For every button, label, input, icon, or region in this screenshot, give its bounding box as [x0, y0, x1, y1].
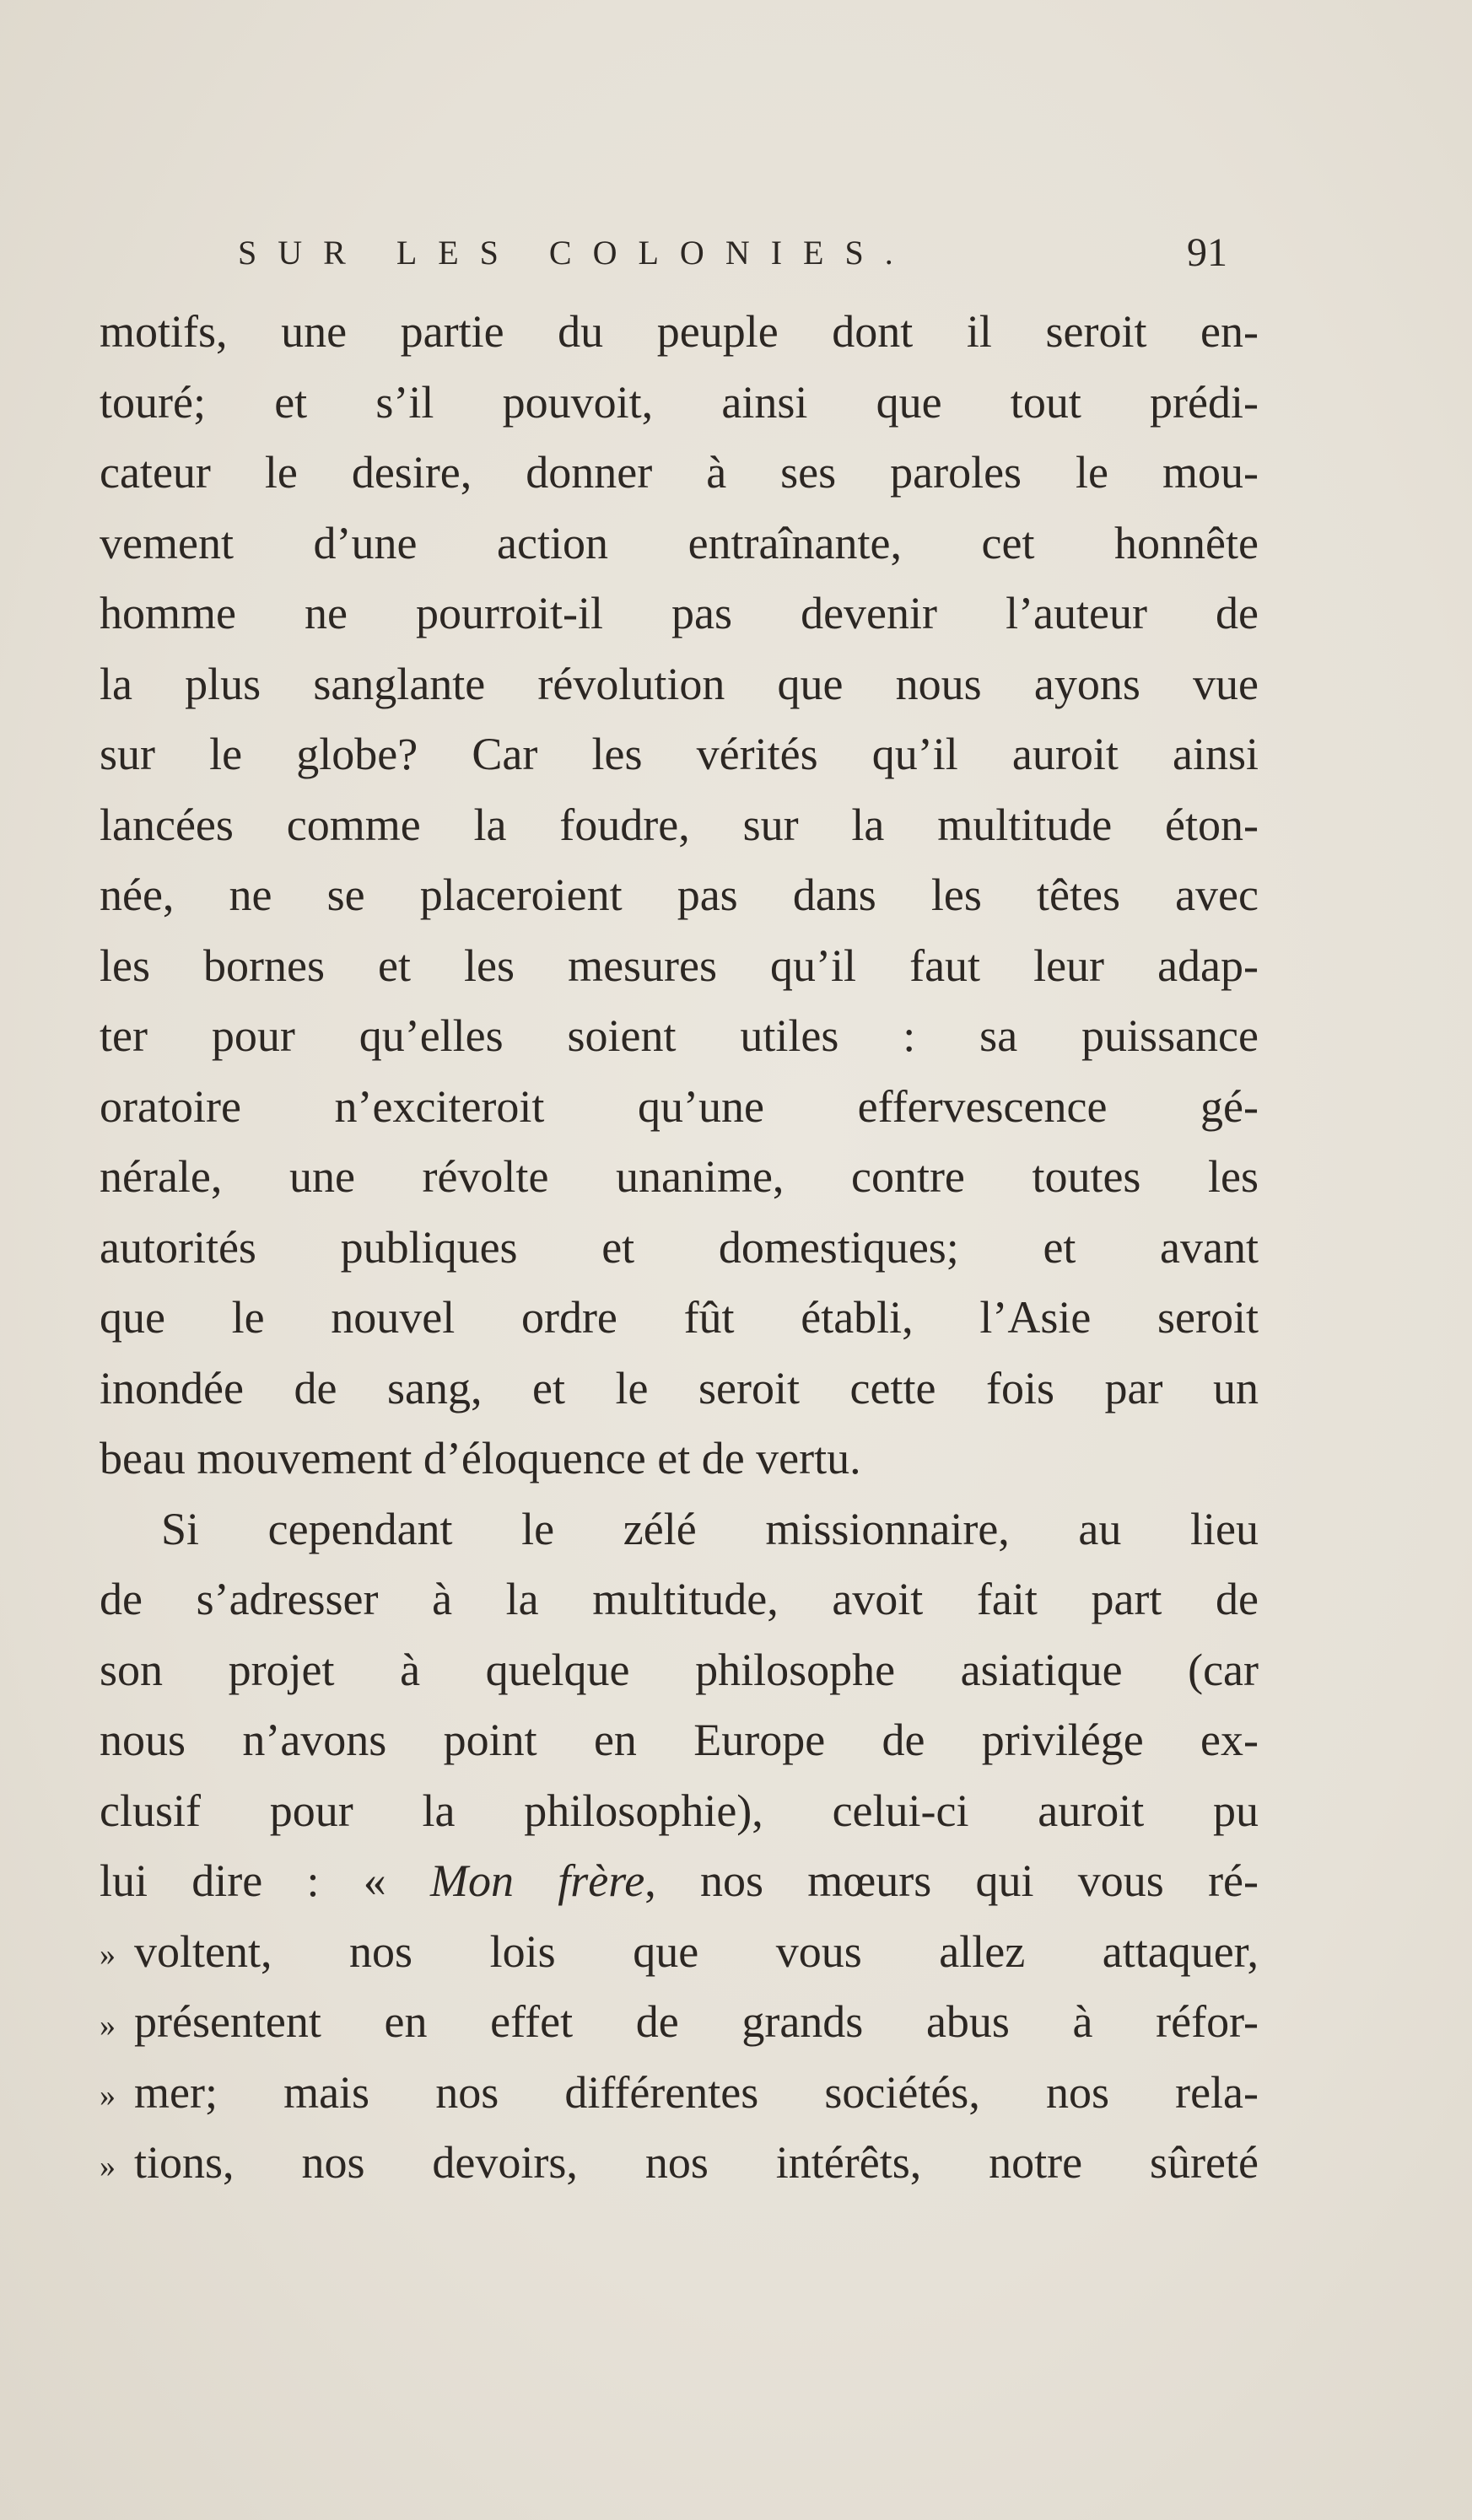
text-line: que le nouvel ordre fût établi, l’Asie seroit: [100, 1292, 1259, 1343]
quote-intro-text: lui dire : «: [100, 1855, 431, 1906]
text-line: touré; et s’il pouvoit, ainsi que tout prédi-: [100, 376, 1259, 428]
text-line: les bornes et les mesures qu’il faut leur adap-: [100, 940, 1259, 991]
quoted-line: [100, 1987, 1259, 2058]
quoted-line: [100, 2058, 1259, 2129]
quote-continuation-text: , nos mœurs qui vous ré-: [644, 1855, 1259, 1906]
quote-mark: »: [100, 1937, 116, 1973]
quoted-line-text: mer; mais nos différentes sociétés, nos rela-: [134, 2066, 1259, 2118]
quoted-line-text: voltent, nos lois que vous allez attaquer,: [134, 1925, 1259, 1977]
quote-mark: »: [100, 2148, 116, 2184]
text-line: ter pour qu’elles soient utiles : sa puissance: [100, 1010, 1259, 1061]
text-line: nous n’avons point en Europe de privilége ex-: [100, 1715, 1259, 1765]
text-line: autorités publiques et domestiques; et avant: [100, 1221, 1259, 1273]
quoted-line: [100, 1917, 1259, 1988]
text-line: homme ne pourroit-il pas devenir l’auteur de: [100, 588, 1259, 638]
text-line: lancées comme la foudre, sur la multitude éton-: [100, 799, 1259, 850]
running-head: [238, 228, 1227, 278]
italic-address: Mon frère: [430, 1855, 645, 1906]
quote-mark: »: [100, 2078, 116, 2114]
text-line: nérale, une révolte unanime, contre toutes les: [100, 1151, 1259, 1202]
quote-mark: »: [100, 2007, 116, 2043]
text-line: née, ne se placeroient pas dans les têtes avec: [100, 870, 1259, 920]
text-line: inondée de sang, et le seroit cette fois par un: [100, 1362, 1259, 1413]
running-title: SUR LES COLONIES.: [238, 234, 914, 272]
quoted-line: [100, 2128, 1259, 2199]
text-line: vement d’une action entraînante, cet honnête: [100, 517, 1259, 568]
text-line: de s’adresser à la multitude, avoit fait part de: [100, 1574, 1259, 1624]
quoted-line-text: présentent en effet de grands abus à réfor-: [134, 1996, 1259, 2047]
paragraph-last-line: beau mouvement d’éloquence et de vertu.: [100, 1433, 861, 1483]
page-number: 91: [1187, 230, 1227, 275]
body-text: [100, 297, 1259, 2199]
text-line-quote-start: [100, 1846, 1259, 1917]
text-line: son projet à quelque philosophe asiatique (car: [100, 1644, 1259, 1695]
paragraph-first-line: Si cependant le zélé missionnaire, au lieu: [161, 1503, 1259, 1554]
text-line: cateur le desire, donner à ses paroles le mou-: [100, 447, 1259, 498]
quoted-line-text: tions, nos devoirs, nos intérêts, notre sûreté: [134, 2137, 1259, 2188]
text-line: motifs, une partie du peuple dont il seroit en-: [100, 306, 1259, 357]
text-line: clusif pour la philosophie), celui-ci auroit pu: [100, 1785, 1259, 1836]
text-line: la plus sanglante révolution que nous ayons vue: [100, 658, 1259, 709]
text-line: oratoire n’exciteroit qu’une effervescence gé-: [100, 1080, 1259, 1132]
text-line: sur le globe? Car les vérités qu’il auroit ainsi: [100, 729, 1259, 779]
